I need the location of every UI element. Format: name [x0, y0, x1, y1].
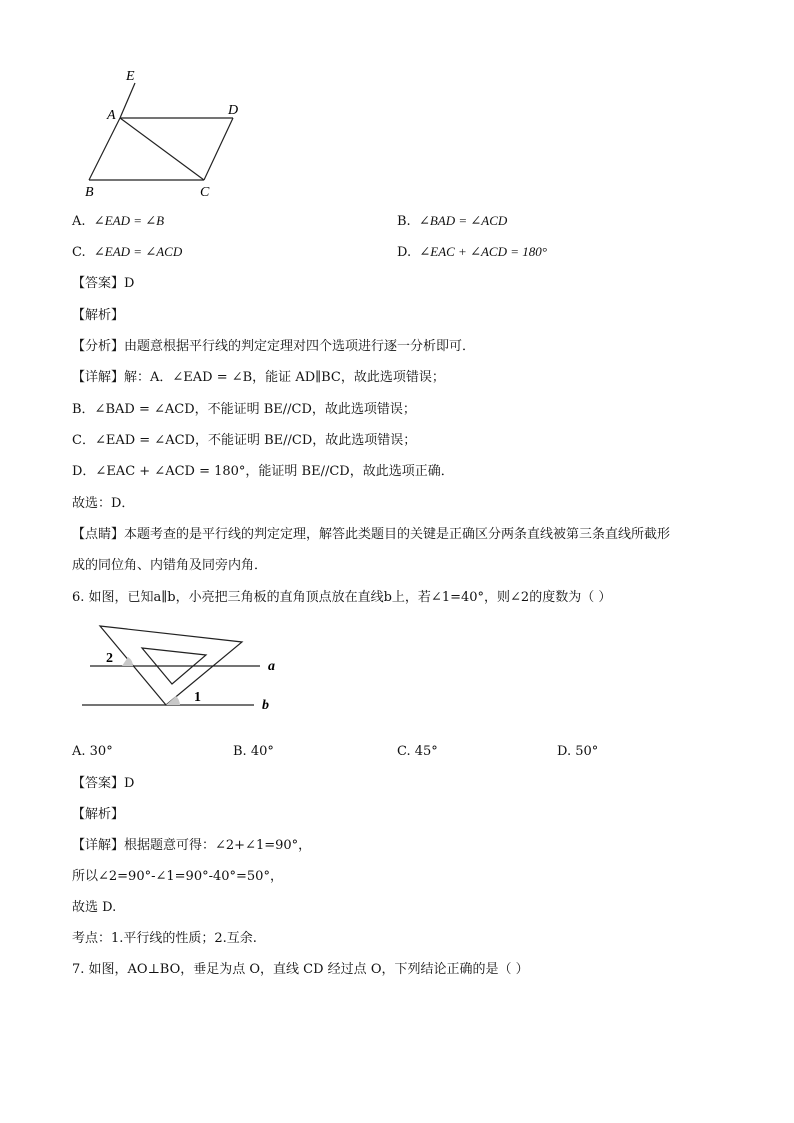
- option-text: ∠EAC + ∠ACD = 180°: [419, 244, 547, 259]
- option-text: ∠EAD = ∠ACD: [93, 244, 183, 259]
- label-A: A: [107, 108, 116, 123]
- q5-option-c: [72, 245, 182, 259]
- label-E: E: [126, 69, 135, 84]
- option-text: ∠EAD = ∠B: [93, 213, 165, 228]
- q5-dianjing-line: 成的同位角、内错角及同旁内角．: [72, 558, 268, 573]
- q6-option-c: C. 45°: [397, 744, 438, 759]
- option-prefix: C.: [72, 245, 86, 260]
- q5-detail-line: B．∠BAD = ∠ACD，不能证明 BE//CD，故此选项错误；: [72, 402, 416, 417]
- q5-detail-line: 故选：D．: [72, 496, 135, 511]
- q6-detail-line: 【详解】根据题意可得：∠2+∠1=90°，: [72, 838, 312, 853]
- q5-analysis-heading: 【解析】: [72, 308, 125, 323]
- label-line-b: b: [262, 698, 269, 713]
- label-angle-2: 2: [106, 651, 113, 666]
- q7-question: 7. 如图，AO⊥BO，垂足为点 O，直线 CD 经过点 O，下列结论正确的是（ ）: [72, 962, 529, 977]
- q6-question: 6. 如图，已知a∥b，小亮把三角板的直角顶点放在直线b上，若∠1=40°，则∠2的度数为（ ）: [72, 590, 612, 605]
- q5-detail-line: C．∠EAD = ∠ACD，不能证明 BE//CD，故此选项错误；: [72, 433, 417, 448]
- angle-2-arc: [122, 657, 133, 666]
- option-prefix: A.: [72, 214, 86, 229]
- angle-1-arc: [166, 696, 180, 705]
- q6-kaodian: 考点：1.平行线的性质；2.互余.: [72, 931, 257, 946]
- segment-DC: [204, 118, 233, 180]
- q5-detail-line: 【详解】解：A．∠EAD = ∠B，能证 AD∥BC，故此选项错误；: [72, 370, 445, 385]
- q5-dianjing-line: 【点睛】本题考查的是平行线的判定定理，解答此类题目的关键是正确区分两条直线被第三条直线所截形: [72, 527, 671, 542]
- q5-option-d: [397, 245, 547, 259]
- figure-triangle-ruler: [76, 620, 296, 720]
- q5-fenxi: 【分析】由题意根据平行线的判定定理对四个选项进行逐一分析即可．: [72, 339, 476, 354]
- option-prefix: B.: [397, 214, 411, 229]
- q5-detail-line: D．∠EAC + ∠ACD = 180°，能证明 BE//CD，故此选项正确．: [72, 464, 454, 479]
- q6-option-a: A. 30°: [72, 744, 113, 759]
- label-angle-1: 1: [194, 690, 201, 705]
- segment-AB: [89, 118, 120, 180]
- segment-AE: [120, 83, 135, 118]
- q5-option-a: [72, 214, 164, 228]
- q5-option-b: [397, 214, 507, 228]
- option-text: ∠BAD = ∠ACD: [418, 213, 508, 228]
- q6-option-b: B. 40°: [233, 744, 274, 759]
- figure-parallelogram: [80, 64, 260, 204]
- label-line-a: a: [268, 659, 275, 674]
- q6-option-d: D. 50°: [557, 744, 599, 759]
- segment-AC: [120, 118, 204, 180]
- q6-analysis-heading: 【解析】: [72, 807, 125, 822]
- label-B: B: [85, 185, 94, 200]
- option-prefix: D.: [397, 245, 412, 260]
- q5-answer: 【答案】D: [72, 276, 135, 291]
- q6-answer: 【答案】D: [72, 776, 135, 791]
- q6-detail-line: 故选 D.: [72, 900, 117, 915]
- label-D: D: [228, 103, 239, 118]
- label-C: C: [200, 185, 210, 200]
- q6-detail-line: 所以∠2=90°-∠1=90°-40°=50°，: [72, 869, 283, 884]
